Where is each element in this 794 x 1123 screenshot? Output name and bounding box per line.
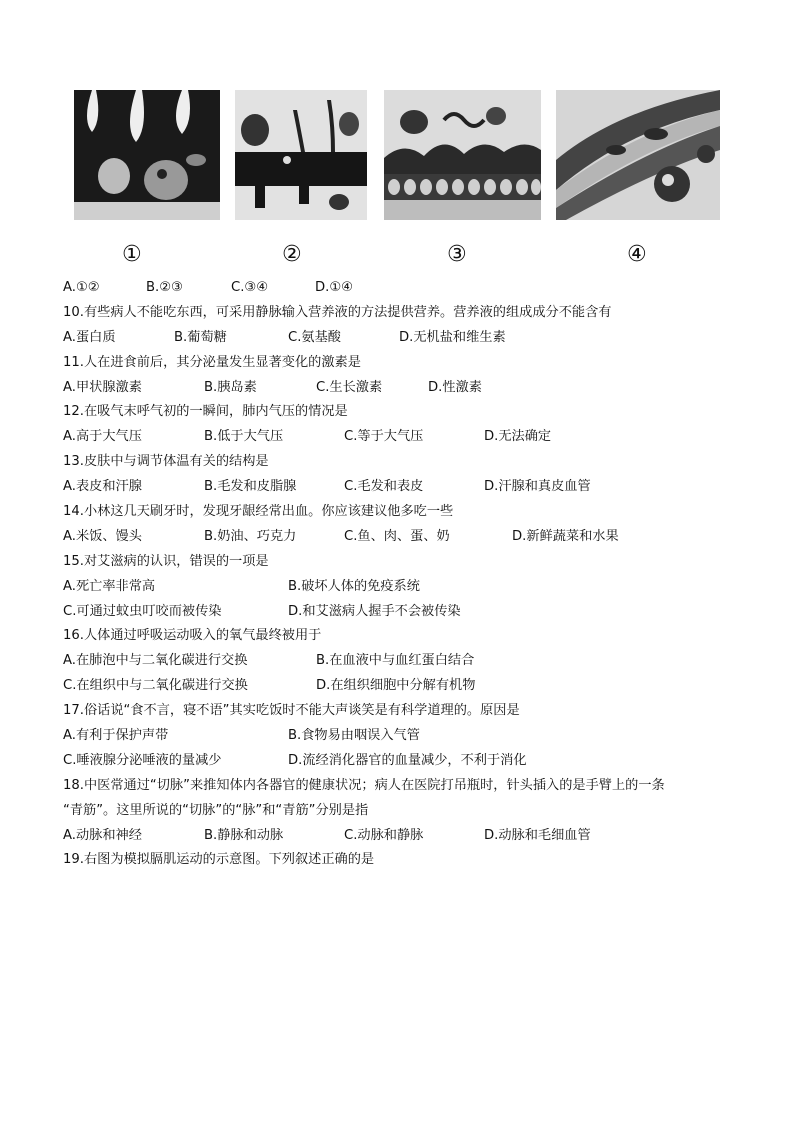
option-b: B.低于大气压 [204, 429, 284, 445]
option-c: C.动脉和静脉 [344, 827, 424, 843]
q11-stem [63, 351, 743, 376]
option-b: B.胰岛素 [204, 379, 257, 395]
option-c: C.氨基酸 [288, 329, 341, 345]
q13-stem [63, 450, 743, 475]
q18-options [63, 824, 743, 849]
option-a: A.有利于保护声带 [63, 728, 169, 744]
option-d: D.流经消化器官的血量减少，不利于消化 [288, 752, 527, 768]
question-text: 12.在吸气末呼气初的一瞬间，肺内气压的情况是 [63, 404, 348, 420]
q15-options-row2 [63, 600, 743, 625]
option-a: A.蛋白质 [63, 329, 116, 345]
figure-label-3: ③ [447, 242, 467, 267]
option-d: D.新鲜蔬菜和水果 [512, 528, 619, 544]
option-a: A.甲状腺激素 [63, 379, 142, 395]
option-d: D.在组织细胞中分解有机物 [316, 678, 476, 694]
option-a: A.在肺泡中与二氧化碳进行交换 [63, 653, 248, 669]
q16-options-row1 [63, 649, 743, 674]
q17-options-row2 [63, 749, 743, 774]
q16-stem [63, 624, 743, 649]
option-a: A.表皮和汗腺 [63, 479, 142, 495]
q18-stem-cont [63, 799, 743, 824]
q14-options [63, 525, 743, 550]
option-d: D.和艾滋病人握手不会被传染 [288, 603, 461, 619]
question-text: 14.小林这几天刷牙时，发现牙龈经常出血。你应该建议他多吃一些 [63, 504, 454, 520]
q12-options [63, 425, 743, 450]
q10-stem [63, 301, 743, 326]
q9-option-d: D.①④ [315, 280, 353, 295]
question-text: 11.人在进食前后，其分泌量发生显著变化的激素是 [63, 354, 361, 370]
question-text: 18.中医常通过“切脉”来推知体内各器官的健康状况；病人在医院打吊瓶时，针头插入的是手臂上的一条 [63, 777, 665, 793]
q19-stem [63, 848, 743, 873]
figure-label-2: ② [282, 242, 302, 267]
figure-label-1: ① [122, 242, 142, 267]
option-d: D.汗腺和真皮血管 [484, 479, 591, 495]
q14-stem [63, 500, 743, 525]
question-text: 17.俗话说“食不言，寝不语”其实吃饭时不能大声谈笑是有科学道理的。原因是 [63, 703, 520, 719]
figure-4-image [556, 90, 720, 220]
option-b: B.静脉和动脉 [204, 827, 284, 843]
option-a: A.米饭、馒头 [63, 528, 142, 544]
q18-stem [63, 774, 743, 799]
option-c: C.在组织中与二氧化碳进行交换 [63, 678, 248, 694]
q15-options-row1 [63, 575, 743, 600]
option-b: B.破坏人体的免疫系统 [288, 578, 420, 594]
q11-options [63, 376, 743, 401]
question-text: 19.右图为模拟膈肌运动的示意图。下列叙述正确的是 [63, 852, 375, 868]
figure-2-image [235, 90, 367, 220]
question-text: 10.有些病人不能吃东西，可采用静脉输入营养液的方法提供营养。营养液的组成成分不能含有 [63, 304, 612, 320]
question-text: 15.对艾滋病的认识，错误的一项是 [63, 553, 269, 569]
figure-3-image [384, 90, 541, 220]
question-text-cont: “青筋”。这里所说的“切脉”的“脉”和“青筋”分别是指 [63, 802, 369, 818]
q13-options [63, 475, 743, 500]
option-c: C.唾液腺分泌唾液的量减少 [63, 752, 222, 768]
q16-options-row2 [63, 674, 743, 699]
option-b: B.奶油、巧克力 [204, 528, 297, 544]
option-a: A.动脉和神经 [63, 827, 142, 843]
option-a: A.高于大气压 [63, 429, 142, 445]
question-text: 13.皮肤中与调节体温有关的结构是 [63, 454, 269, 470]
option-d: D.动脉和毛细血管 [484, 827, 591, 843]
question-text: 16.人体通过呼吸运动吸入的氧气最终被用于 [63, 628, 322, 644]
figure-label-4: ④ [627, 242, 647, 267]
question-list [63, 276, 743, 873]
q9-options [63, 276, 743, 301]
figure-1-image [74, 90, 220, 220]
option-c: C.生长激素 [316, 379, 383, 395]
q17-options-row1 [63, 724, 743, 749]
option-b: B.食物易由咽误入气管 [288, 728, 420, 744]
figure-row [72, 90, 722, 225]
q10-options [63, 326, 743, 351]
option-d: D.性激素 [428, 379, 482, 395]
option-b: B.毛发和皮脂腺 [204, 479, 297, 495]
q9-option-c: C.③④ [231, 280, 269, 295]
option-c: C.鱼、肉、蛋、奶 [344, 528, 450, 544]
option-c: C.可通过蚊虫叮咬而被传染 [63, 603, 222, 619]
option-d: D.无法确定 [484, 429, 552, 445]
q9-option-b: B.②③ [146, 280, 183, 295]
option-d: D.无机盐和维生素 [399, 329, 506, 345]
option-a: A.死亡率非常高 [63, 578, 156, 594]
q12-stem [63, 400, 743, 425]
q9-option-a: A.①② [63, 280, 100, 295]
option-c: C.等于大气压 [344, 429, 424, 445]
q17-stem [63, 699, 743, 724]
option-b: B.在血液中与血红蛋白结合 [316, 653, 475, 669]
q15-stem [63, 550, 743, 575]
option-c: C.毛发和表皮 [344, 479, 424, 495]
option-b: B.葡萄糖 [174, 329, 227, 345]
